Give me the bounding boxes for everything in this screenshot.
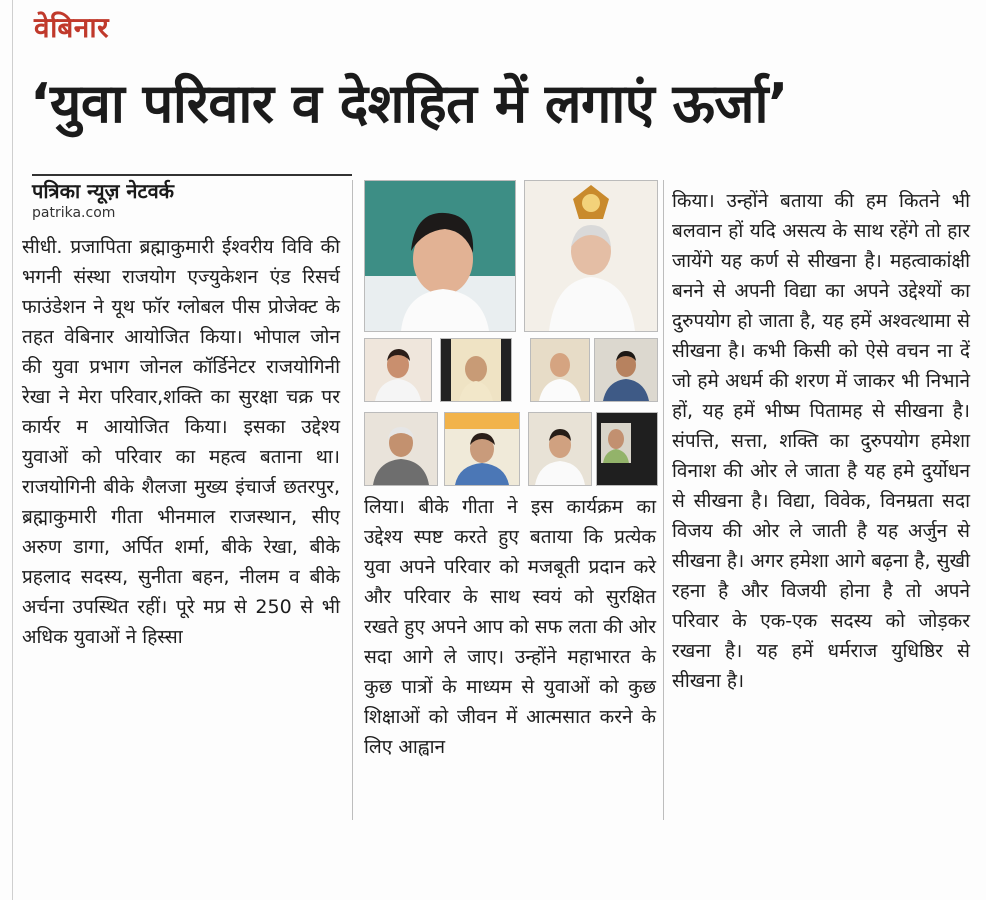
speaker-photo-large-1 xyxy=(364,180,516,332)
byline-site: patrika.com xyxy=(32,205,116,221)
byline xyxy=(32,174,352,222)
article-column-2: लिया। बीके गीता ने इस कार्यक्रम का उद्देश्य स्पष्ट करते हुए बताया कि प्रत्येक युवा अपने परिवार को मजबूती प्रदान करे और परिवार के साथ स्वयं को सुरक्षित रखते हुए अपने आप को सफ लता की ओर सदा आगे ले जाए। उन्होंने महाभारत के कुछ पात्रों के माध्यम से युवाओं को कुछ शिक्षाओं को जीवन में आत्मसात करने के लिए आह्वान xyxy=(364,496,656,758)
column-divider xyxy=(663,180,664,820)
byline-name: पत्रिका न्यूज़ नेटवर्क xyxy=(32,179,175,203)
participant-thumbnail xyxy=(364,412,438,486)
participant-thumbnail xyxy=(530,338,590,402)
article-column-1: सीधी. प्रजापिता ब्रह्माकुमारी ईश्वरीय विवि की भगनी संस्था राजयोग एज्युकेशन एंड रिसर्च फाउंडेशन ने यूथ फॉर ग्लोबल पीस प्रोजेक्ट के तहत वेबिनार आयोजित किया। भोपाल जोन की युवा प्रभाग जोनल कॉर्डिनेटर राजयोगिनी रेखा ने मेरा परिवार,शक्ति का सुरक्षा चक्र पर कार्यर म आयोजित किया। इसका उद्देश्य युवाओं को परिवार का महत्व बताना था। राजयोगिनी बीके शैलजा मुख्य इंचार्ज छतरपुर, ब्रह्माकुमारी गीता भीनमाल राजस्थान, सीए अरुण डागा, अर्पित शर्मा, बीके रेखा, बीके प्रहलाद सदस्य, सुनीता बहन, नीलम व बीके अर्चना उपस्थित रहीं। पूरे मप्र से 250 से भी अधिक युवाओं ने हिस्सा xyxy=(22,236,340,648)
article-column-3: किया। उन्होंने बताया की हम कितने भी बलवान हों यदि असत्य के साथ रहेंगे तो हार जायेंगे यह कर्ण से सीखना है। महत्वाकांक्षी बनने से अपनी विद्या का अपने उद्देश्यों का दुरुपयोग हो जाता है, यह हमें अश्वत्थामा से सीखना है। कभी किसी को ऐसे वचन ना दें जो हमे अधर्म की शरण में जाकर भी निभाने हों, यह हमें भीष्म पितामह से सीखना है। संपत्ति, सत्ता, शक्ति का दुरुपयोग हमेशा विनाश की ओर ले जाता है यह हमे दुर्योधन से सीखना है। विद्या, विवेक, विनम्रता सदा विजय की ओर ले जाती है यह अर्जुन से सीखना है। अगर हमेशा आगे बढ़ना है, सुखी रहना है और विजयी होना है तो अपने परिवार के एक-एक सदस्य को जोड़कर रखना है। यह हमें धर्मराज युधिष्ठिर से सीखना है। xyxy=(672,190,970,692)
participant-thumbnail xyxy=(594,338,658,402)
column-divider xyxy=(352,180,353,820)
speaker-photo-large-2 xyxy=(524,180,658,332)
headline: ‘युवा परिवार व देशहित में लगाएं ऊर्जा’ xyxy=(30,72,788,135)
participant-thumbnail xyxy=(596,412,658,486)
person-portrait-icon xyxy=(525,181,657,331)
person-portrait-icon xyxy=(365,181,515,331)
section-label: वेबिनार xyxy=(34,11,110,44)
participant-thumbnail xyxy=(440,338,512,402)
page-edge-rule xyxy=(12,0,13,900)
webinar-photo-collage xyxy=(364,180,656,486)
participant-thumbnail xyxy=(444,412,520,486)
participant-thumbnail xyxy=(528,412,592,486)
participant-thumbnail xyxy=(364,338,432,402)
